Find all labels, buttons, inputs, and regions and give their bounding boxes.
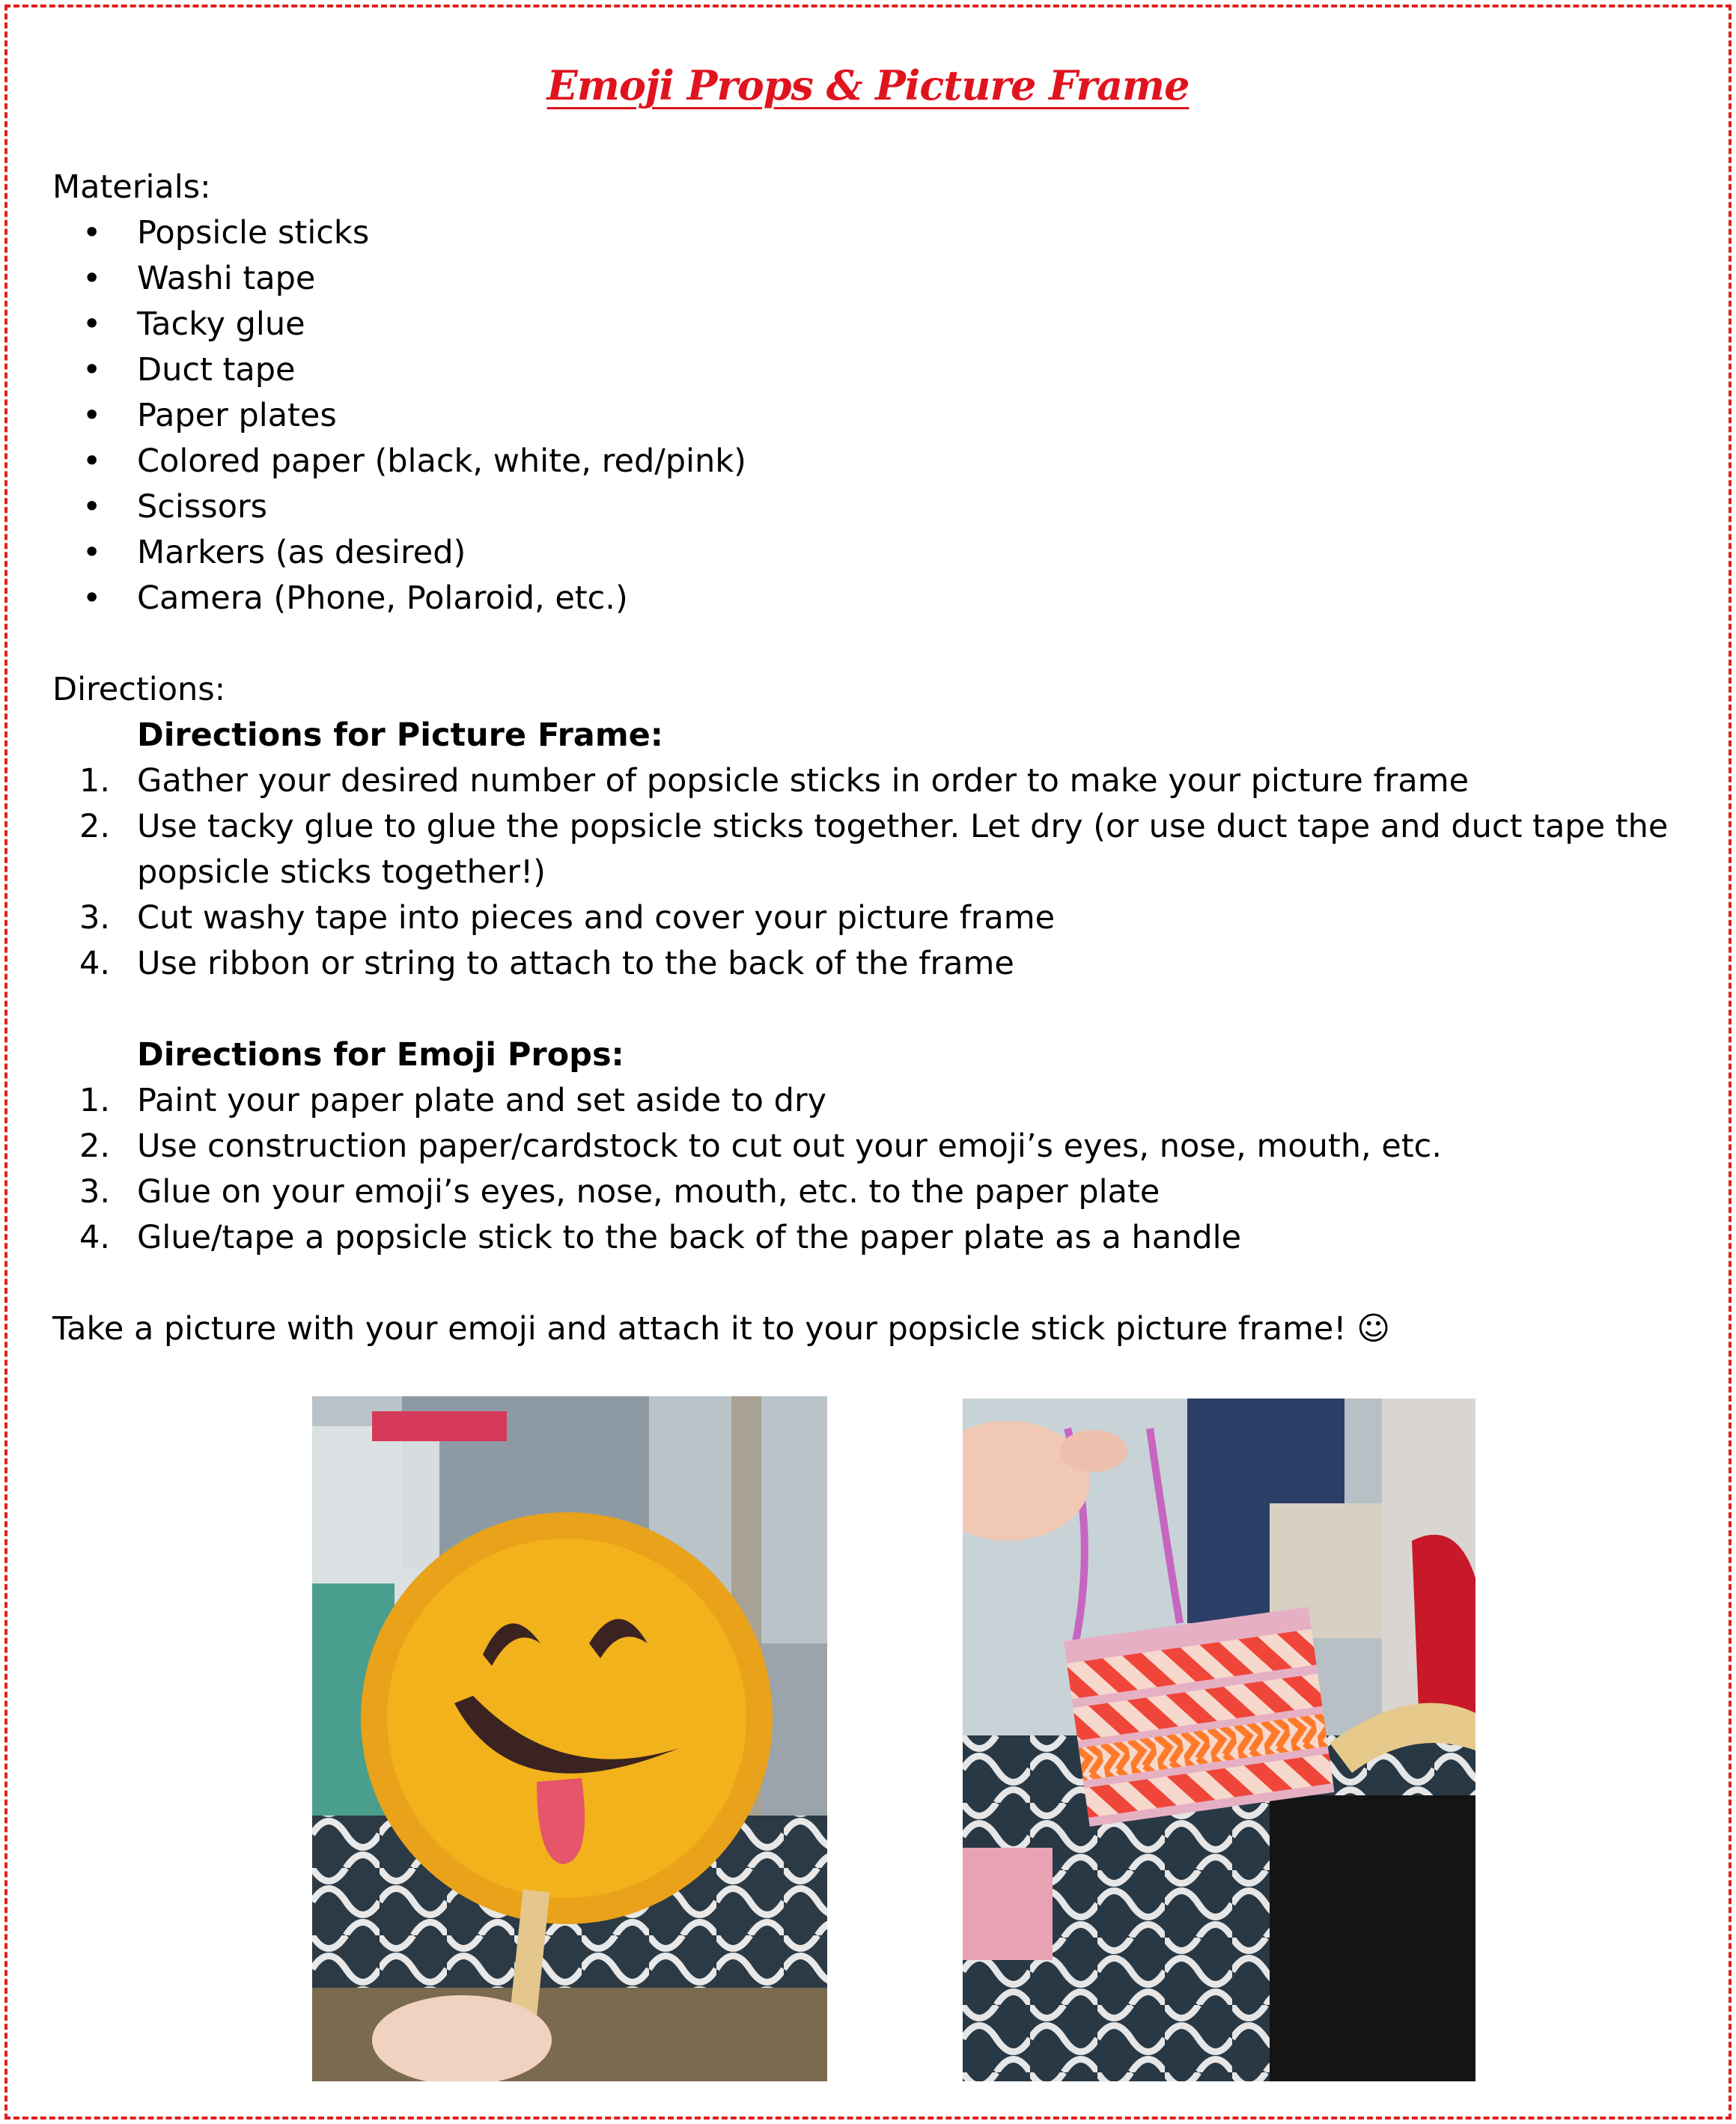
bullet-icon: • xyxy=(82,442,102,480)
props-steps-list xyxy=(52,1078,1699,1261)
step-number: 4. xyxy=(79,1219,111,1256)
bullet-icon: • xyxy=(82,579,102,617)
list-item: 3. Cut washy tape into pieces and cover your picture frame xyxy=(52,895,1699,941)
step-number: 1. xyxy=(79,762,111,800)
list-item: • Camera (Phone, Polaroid, etc.) xyxy=(52,576,1699,621)
document-body xyxy=(52,165,1699,1352)
step-number: 3. xyxy=(79,1173,111,1211)
bullet-icon: • xyxy=(82,397,102,434)
picture-frame-photo xyxy=(963,1399,1475,2081)
closing-text: Take a picture with your emoji and attach it to your popsicle stick picture frame! ☺ xyxy=(52,1310,1391,1348)
bullet-icon: • xyxy=(82,214,102,252)
list-item: 4. Use ribbon or string to attach to the back of the frame xyxy=(52,941,1699,987)
frame-steps-list xyxy=(52,758,1699,987)
step-number: 2. xyxy=(79,808,111,845)
list-item: 1. Paint your paper plate and set aside to dry xyxy=(52,1078,1699,1124)
list-item: • Washi tape xyxy=(52,256,1699,302)
props-directions-heading: Directions for Emoji Props: xyxy=(137,1036,624,1074)
bullet-icon: • xyxy=(82,305,102,343)
list-item: • Tacky glue xyxy=(52,302,1699,347)
bullet-icon: • xyxy=(82,260,102,297)
bullet-icon: • xyxy=(82,488,102,526)
photos-row xyxy=(0,1396,1736,2081)
directions-heading: Directions: xyxy=(52,671,226,708)
bullet-icon: • xyxy=(82,534,102,571)
frame-directions-heading: Directions for Picture Frame: xyxy=(137,716,663,754)
list-item: • Paper plates xyxy=(52,393,1699,439)
list-item: • Colored paper (black, white, red/pink) xyxy=(52,439,1699,484)
list-item: 4. Glue/tape a popsicle stick to the back of the paper plate as a handle xyxy=(52,1215,1699,1261)
page-title: Emoji Props & Picture Frame xyxy=(546,61,1190,109)
list-item: • Popsicle sticks xyxy=(52,210,1699,256)
materials-list xyxy=(52,210,1699,621)
step-number: 4. xyxy=(79,945,111,982)
list-item: • Markers (as desired) xyxy=(52,530,1699,576)
step-number: 3. xyxy=(79,899,111,937)
step-number: 1. xyxy=(79,1082,111,1119)
emoji-prop-photo xyxy=(312,1396,827,2081)
list-item: • Scissors xyxy=(52,484,1699,530)
step-number: 2. xyxy=(79,1128,111,1165)
materials-heading: Materials: xyxy=(52,168,211,206)
list-item: • Duct tape xyxy=(52,347,1699,393)
list-item: 1. Gather your desired number of popsicle sticks in order to make your picture frame xyxy=(52,758,1699,804)
list-item: 3. Glue on your emoji’s eyes, nose, mouth, etc. to the paper plate xyxy=(52,1169,1699,1215)
list-item: 2. Use construction paper/cardstock to cut out your emoji’s eyes, nose, mouth, etc. xyxy=(52,1124,1699,1169)
bullet-icon: • xyxy=(82,351,102,389)
list-item: 2. Use tacky glue to glue the popsicle sticks together. Let dry (or use duct tape and duct tape the popsicle sticks together!) xyxy=(52,804,1699,895)
